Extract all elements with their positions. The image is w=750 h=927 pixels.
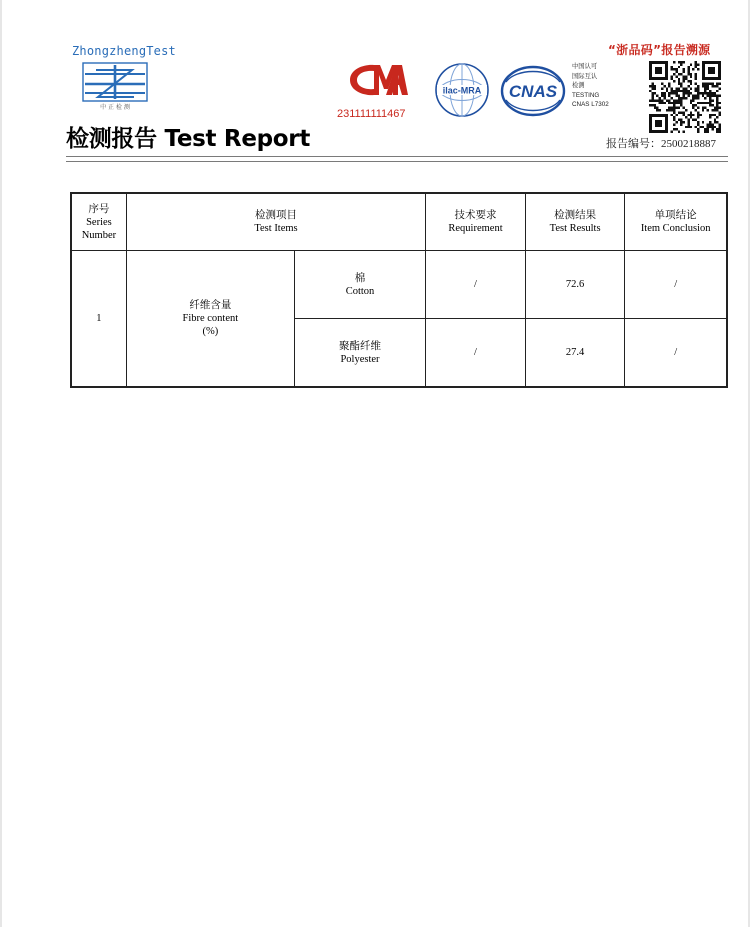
cnas-logo-text: CNAS [508,82,558,101]
header-serial-cn: 序号 [88,203,110,215]
test-item-cn: 纤维含量 [189,300,232,311]
header-serial [71,193,126,251]
page-edge-left [0,0,2,927]
cnas-accreditation-text [572,62,609,110]
header-results-cn: 检测结果 [554,210,597,221]
requirement-cell: / [426,319,526,388]
header-requirement-en: Requirement [448,223,503,234]
header-serial-en2: Number [81,229,117,241]
header-conclusion [625,193,727,251]
header-requirement [426,193,526,251]
serial-cell: 1 [71,251,126,388]
header-results [525,193,625,251]
cnas-line: 中国认可 [572,63,598,70]
sub-item-en: Cotton [345,285,375,297]
cma-number: 231111111467 [337,108,406,120]
conclusion-cell: / [625,319,727,388]
sub-item-cell [294,319,425,388]
conclusion-cell: / [625,251,727,319]
cma-logo [340,60,410,100]
ilac-mra-logo [434,62,490,118]
report-number: 报告编号：2500218887 [606,138,716,150]
test-item-en: Fibre content [182,313,239,324]
header-conclusion-en: Item Conclusion [640,223,711,234]
cnas-line: TESTING [572,91,600,99]
header-test-items [126,193,425,251]
report-title: 检测报告 Test Report [66,126,311,152]
header-requirement-cn: 技术要求 [454,210,497,221]
sub-item-cn: 聚酯纤维 [339,340,381,352]
sub-item-en: Polyester [340,353,380,365]
ilac-logo-text: ilac-MRA [442,85,482,96]
qr-code[interactable] [648,60,722,134]
requirement-cell: / [426,251,526,319]
company-logo-caption: 中 正 检 测 [100,104,130,110]
company-logo [82,62,148,110]
test-item-cell [126,251,294,388]
result-cell: 72.6 [525,251,625,319]
sub-item-cn: 棉 [354,272,366,284]
header-serial-en1: Series [86,216,112,228]
table-row [71,251,727,319]
header-results-en: Test Results [549,223,601,234]
trace-slogan: “浙品码”报告溯源 [608,43,711,57]
cnas-line: CNAS L7302 [572,101,609,108]
header-conclusion-cn: 单项结论 [654,210,697,221]
cnas-line: 国际互认 [572,72,598,80]
test-item-unit: (%) [202,326,219,337]
header-divider [66,156,728,162]
test-result-table [70,192,728,388]
table-header-row [71,193,727,251]
company-name: ZhongzhengTest [72,44,176,58]
result-cell: 27.4 [525,319,625,388]
header-items-en: Test Items [254,223,298,234]
header-items-cn: 检测项目 [255,210,297,221]
cnas-line: 检测 [572,82,585,89]
cnas-logo [500,64,566,118]
sub-item-cell [294,251,425,319]
